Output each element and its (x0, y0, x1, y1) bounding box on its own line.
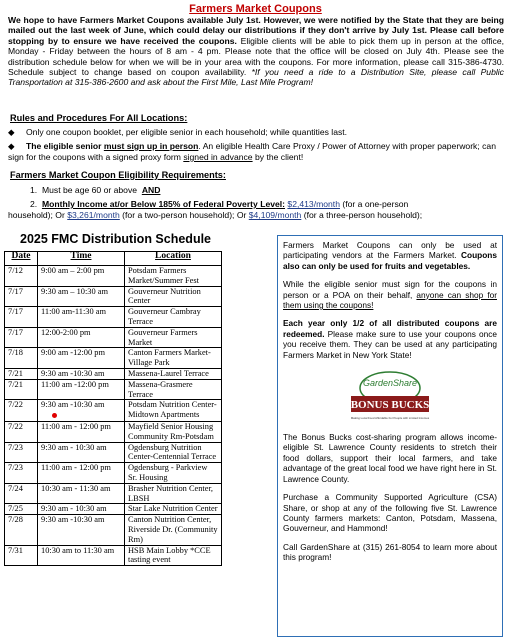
cell-loc (125, 463, 222, 484)
cell-loc-text: Gouverneur Cambray Terrace (128, 307, 201, 326)
cell-loc-text: Potsdam Farmers Market/Summer Fest (128, 266, 199, 285)
cont-b: (for a two-person household); Or (119, 210, 249, 220)
cell-date (5, 545, 38, 566)
cell-loc-text: Mayfield Senior Housing Community Rm-Potsdam (128, 421, 214, 441)
cell-date-text: 7/23 (8, 463, 23, 473)
box-p4: The Bonus Bucks cost-sharing program allows income-eligible St. Lawrence County residents to stretch their food dollars, support their local farmers, and take advantage of the great local food we have right here in St. Lawrence County. (283, 432, 497, 484)
cell-date-text: 7/24 (8, 483, 23, 493)
intro-bold: We hope to have Farmers Market Coupons available July 1st. However, we were notified by the State that they are being mailed out the last week of June, which could delay our distributions if they don't arrive by July 1st. Please call before stopping by to ensure we have received the coupons. (8, 15, 504, 46)
cont-a: household); Or (8, 210, 68, 220)
amount-3: $4,109/month (248, 210, 302, 220)
schedule-table (4, 251, 222, 566)
cell-date (5, 368, 38, 379)
cell-loc (125, 348, 222, 369)
cell-date-text: 7/23 (8, 442, 23, 452)
cell-date-text: 7/18 (8, 348, 23, 358)
table-row (5, 348, 222, 369)
cell-loc-text: Canton Farmers Market-Village Park (128, 348, 211, 368)
cell-time (38, 327, 125, 348)
info-box (277, 235, 503, 637)
cell-time (38, 348, 125, 369)
cell-time (38, 483, 125, 504)
cell-loc-text: Ogdensburg - Parkview Sr. Housing (128, 463, 208, 482)
requirement-1 (30, 185, 160, 195)
cell-loc (125, 545, 222, 566)
cell-date (5, 515, 38, 545)
cell-date-text: 7/22 (8, 421, 23, 431)
cell-time (38, 379, 125, 400)
req2-label: Monthly Income at/or Below 185% of Federal Poverty Level: (41, 199, 286, 209)
requirement-2 (30, 199, 508, 209)
cell-date (5, 421, 38, 442)
table-row (5, 545, 222, 566)
cell-date (5, 348, 38, 369)
rules-heading: Rules and Procedures For All Locations: (10, 113, 188, 123)
cell-loc (125, 504, 222, 515)
amount-2: $3,261/month (67, 210, 120, 220)
cell-date-text: 7/22 (8, 400, 23, 410)
cell-time-text: 9:30 am -10:30 am (41, 515, 105, 525)
cell-date (5, 442, 38, 463)
rule-2-b: must sign up in person (103, 141, 199, 151)
box-p3 (283, 318, 497, 360)
cell-time-text: 9:30 am – 10:30 am (41, 286, 108, 296)
cell-time (38, 504, 125, 515)
cell-loc (125, 379, 222, 400)
box-p1 (283, 240, 497, 271)
cell-time (38, 307, 125, 328)
cell-date (5, 483, 38, 504)
rule-2-c: . An eligible Health Care Proxy / Power of Attorney with proper paperwork; can sign for the coupons with a signed proxy form (8, 141, 496, 162)
cell-time-text: 11:00 am - 12:00 pm (41, 421, 111, 431)
cell-date (5, 307, 38, 328)
bullet-icon: ◆ (8, 141, 15, 151)
cell-date (5, 327, 38, 348)
box-p1-normal: Farmers Market Coupons can only be used at participating vendors at the Farmers Market. (283, 240, 497, 261)
cell-loc-text: Massena-Laurel Terrace (128, 368, 209, 378)
amount-1: $2,413/month (287, 199, 340, 209)
cell-date-text: 7/21 (8, 368, 23, 378)
cell-date-text: 7/25 (8, 504, 23, 514)
cell-time-text: 11:00 am -12:00 pm (41, 379, 109, 389)
cell-date-text: 7/28 (8, 515, 23, 525)
cell-time (38, 515, 125, 545)
logo-tag-text: Making Local Food Affordable For People with Limited Incomes (350, 416, 430, 421)
box-p3-normal: Please make sure to use your coupons once you receive them. They can be used at any participating Farmers Market in New York State! (283, 328, 497, 360)
cell-loc (125, 368, 222, 379)
box-p1-bold: Coupons also can only be used for fruits and vegetables. (283, 250, 497, 271)
cell-loc (125, 307, 222, 328)
box-p2-underline: anyone can shop for them using the coupons! (283, 289, 497, 311)
cell-loc (125, 266, 222, 287)
cell-date-text: 7/17 (8, 327, 23, 337)
intro-italic: *If you need a ride to a Distribution Site, please call Public Transportation at 315-386-2600 and ask about the First Mile, Last Mile Program! (8, 67, 504, 88)
schedule-title: 2025 FMC Distribution Schedule (20, 232, 212, 246)
cell-time-text: 10:30 am to 11:30 am (41, 545, 115, 555)
cell-time-text: 9:00 am – 2:00 pm (41, 266, 105, 275)
gardenshare-bonus-bucks-logo (346, 368, 434, 424)
table-row (5, 368, 222, 379)
cell-date-text: 7/31 (8, 545, 23, 555)
table-row (5, 515, 222, 545)
cell-time (38, 266, 125, 287)
cell-time-text: 9:00 am -12:00 pm (41, 348, 105, 358)
table-row (5, 286, 222, 307)
cell-time (38, 463, 125, 484)
cell-date-text: 7/21 (8, 379, 23, 389)
table-row (5, 442, 222, 463)
req1-num: 1. (30, 185, 38, 195)
table-row (5, 307, 222, 328)
box-p2 (283, 279, 497, 310)
box-p2-normal: While the eligible senior must sign for the coupons in person or a POA on their behalf, (283, 279, 497, 300)
cell-time-text: 11:00 am - 12:00 pm (41, 463, 111, 473)
table-row (5, 379, 222, 400)
cell-time-text: 9:30 am -10:30 am (41, 400, 105, 410)
cell-date (5, 504, 38, 515)
cell-loc-text: Gouverneur Nutrition Center (128, 286, 201, 306)
table-row (5, 483, 222, 504)
cell-loc-text: Canton Nutrition Center, Riverside Dr. (Community Rm) (128, 515, 218, 544)
cell-loc-text: Massena-Grasmere Terrace (128, 379, 193, 399)
cell-time (38, 442, 125, 463)
rule-2-e: by the client! (252, 152, 304, 162)
cell-time-text: 9:30 am - 10:30 am (41, 504, 107, 514)
eligibility-heading: Farmers Market Coupon Eligibility Requirements: (10, 170, 226, 180)
box-p5: Purchase a Community Supported Agriculture (CSA) Share, or shop at any of the following five St. Lawrence County farmers markets: Canton, Potsdam, Massena, Gouverneur, and Hammond! (283, 492, 497, 534)
table-header-row (5, 252, 222, 266)
box-p6: Call GardenShare at (315) 261-8054 to learn more about this program! (283, 541, 497, 563)
cell-time (38, 286, 125, 307)
cell-date (5, 463, 38, 484)
cell-time (38, 400, 125, 422)
cell-loc-text: Potsdam Nutrition Center-Midtown Apartments (128, 400, 217, 420)
cell-date-text: 7/17 (8, 307, 23, 317)
cell-loc (125, 421, 222, 442)
req1-text: Must be age 60 or above (41, 185, 138, 195)
cell-time (38, 545, 125, 566)
cell-loc-text: Star Lake Nutrition Center (128, 504, 218, 514)
cell-time (38, 368, 125, 379)
table-row (5, 327, 222, 348)
cell-time-text: 10:30 am - 11:30 am (41, 483, 111, 493)
cell-date (5, 286, 38, 307)
cell-date (5, 266, 38, 287)
cell-date (5, 379, 38, 400)
cell-loc-text: Gouverneur Farmers Market (128, 327, 198, 347)
cell-date-text: 7/17 (8, 286, 23, 296)
cell-loc (125, 327, 222, 348)
table-row (5, 463, 222, 484)
cell-date-text: 7/12 (8, 266, 23, 275)
cell-loc-text: Ogdensburg Nutrition Center-Centennial Terrace (128, 442, 217, 462)
red-dot-icon (52, 413, 57, 418)
cell-loc-text: Brasher Nutrition Center, LBSH (128, 483, 214, 503)
logo-graphic (346, 368, 434, 424)
logo-main-text: BONUS BUCKS (350, 399, 430, 412)
rule-bullet-1 (8, 127, 504, 138)
requirement-2-cont (8, 210, 508, 220)
cell-time-text: 11:00 am-11:30 am (41, 307, 106, 317)
logo-top-text: GardenShare (362, 378, 418, 389)
table-row (5, 266, 222, 287)
header-date: Date (5, 252, 38, 266)
cell-time-text: 9:30 am -10:30 am (41, 368, 105, 378)
cell-time-text: 9:30 am - 10:30 am (41, 442, 107, 452)
intro-paragraph (8, 15, 504, 88)
req2-num: 2. (30, 199, 38, 209)
intro-normal: Eligible clients will be able to pick them up in person at the office, Monday - Friday between the hours of 8 am - 4 pm. Please note that the office will be closed on July 4th. Please see the distribution schedule below for when we will be in your area with the coupons. For more information, please call 315-386-4730. Schedule subject to change based on coupon availability. (8, 35, 505, 78)
req1-and: AND (141, 185, 161, 195)
cell-time-text: 12:00-2:00 pm (41, 327, 91, 337)
rule-2-d: signed in advance (183, 152, 253, 162)
amt1-text: (for a one-person (339, 199, 409, 209)
cell-loc (125, 442, 222, 463)
table-row (5, 504, 222, 515)
header-time: Time (38, 252, 125, 266)
rule-2-a: The eligible senior (26, 141, 104, 151)
cell-loc (125, 286, 222, 307)
cell-loc (125, 515, 222, 545)
cell-loc (125, 400, 222, 422)
table-row (5, 421, 222, 442)
cell-time (38, 421, 125, 442)
cont-c: (for a three-person household); (301, 210, 423, 220)
header-location: Location (125, 252, 222, 266)
rule-1-text: Only one coupon booklet, per eligible senior in each household; while quantities last. (26, 127, 348, 137)
cell-loc-text: HSB Main Lobby *CCE tasting event (128, 545, 211, 565)
page-title: Farmers Market Coupons (189, 3, 322, 15)
cell-date (5, 400, 38, 422)
box-p3-bold: Each year only 1/2 of all distributed coupons are redeemed. (283, 318, 497, 339)
cell-loc (125, 483, 222, 504)
rule-bullet-2 (8, 141, 504, 163)
table-row (5, 400, 222, 422)
bullet-icon: ◆ (8, 127, 15, 137)
